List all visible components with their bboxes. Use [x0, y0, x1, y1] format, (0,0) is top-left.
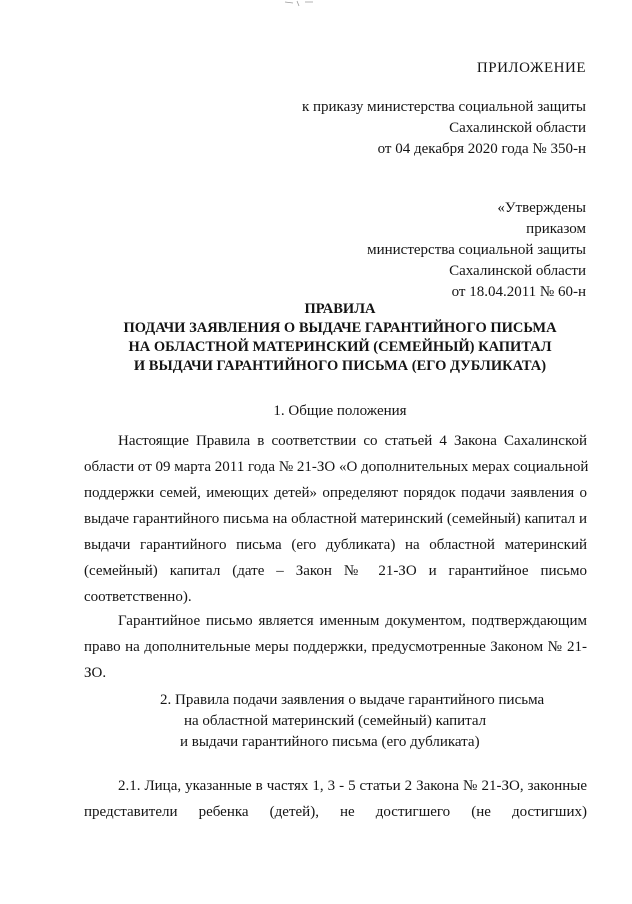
section-1-heading: 1. Общие положения	[273, 403, 407, 419]
annex-ref-line: Сахалинской области	[449, 120, 586, 136]
paragraph-line: поддержки семей, имеющих детей» определяют порядок подачи заявления о	[84, 485, 587, 501]
paragraph-line: соответственно).	[84, 589, 192, 605]
paragraph-line: право на дополнительные меры поддержки, предусмотренные Законом № 21-	[84, 639, 587, 655]
title-line: И ВЫДАЧИ ГАРАНТИЙНОГО ПИСЬМА (ЕГО ДУБЛИКАТА)	[133, 358, 547, 374]
scan-artifact-mark	[283, 0, 323, 8]
section-2-heading-line: и выдачи гарантийного письма (его дубликата)	[180, 734, 480, 750]
document-title	[0, 300, 632, 376]
paragraph-line: (семейный) капитал (дате – Закон № 21-ЗО и гарантийное письмо	[84, 563, 587, 579]
approval-line: Сахалинской области	[449, 263, 586, 279]
approval-block	[367, 198, 586, 303]
paragraph-line: выдачи гарантийного письма (его дубликата) на областной материнский	[84, 537, 587, 553]
section-2-heading	[160, 690, 544, 753]
paragraph-line: ЗО.	[84, 665, 107, 681]
paragraph-line: Гарантийное письмо является именным документом, подтверждающим	[118, 613, 587, 629]
section-1-paragraph-1	[84, 428, 587, 610]
approval-line: приказом	[526, 221, 586, 237]
paragraph-line: выдаче гарантийного письма на областной материнский (семейный) капитал и	[84, 511, 587, 527]
title-line: ПРАВИЛА	[304, 301, 376, 317]
paragraph-line: Настоящие Правила в соответствии со статьей 4 Закона Сахалинской	[118, 433, 587, 449]
title-line: ПОДАЧИ ЗАЯВЛЕНИЯ О ВЫДАЧЕ ГАРАНТИЙНОГО ПИСЬМА	[123, 320, 557, 336]
approval-line: «Утверждены	[497, 200, 586, 216]
paragraph-line: представители ребенка (детей), не достигшего (не достигших)	[84, 804, 587, 820]
annex-reference	[302, 97, 586, 160]
approval-line: министерства социальной защиты	[367, 242, 586, 258]
section-2-heading-line: на областной материнский (семейный) капитал	[184, 713, 487, 729]
annex-title	[477, 58, 586, 79]
paragraph-line: области от 09 марта 2011 года № 21-ЗО «О дополнительных мерах социальной	[84, 459, 589, 475]
title-line: НА ОБЛАСТНОЙ МАТЕРИНСКИЙ (СЕМЕЙНЫЙ) КАПИТАЛ	[128, 339, 552, 355]
section-2-heading-line: 2. Правила подачи заявления о выдаче гарантийного письма	[160, 692, 545, 708]
annex-title-text: ПРИЛОЖЕНИЕ	[476, 60, 586, 76]
annex-ref-line: от 04 декабря 2020 года № 350-н	[377, 141, 586, 157]
paragraph-line: 2.1. Лица, указанные в частях 1, 3 - 5 статьи 2 Закона № 21-ЗО, законные	[118, 778, 587, 794]
section-1-paragraph-2	[84, 608, 587, 686]
section-2-paragraph-1	[84, 773, 587, 825]
approval-line: от 18.04.2011 № 60-н	[451, 284, 586, 300]
annex-ref-line: к приказу министерства социальной защиты	[301, 99, 586, 115]
